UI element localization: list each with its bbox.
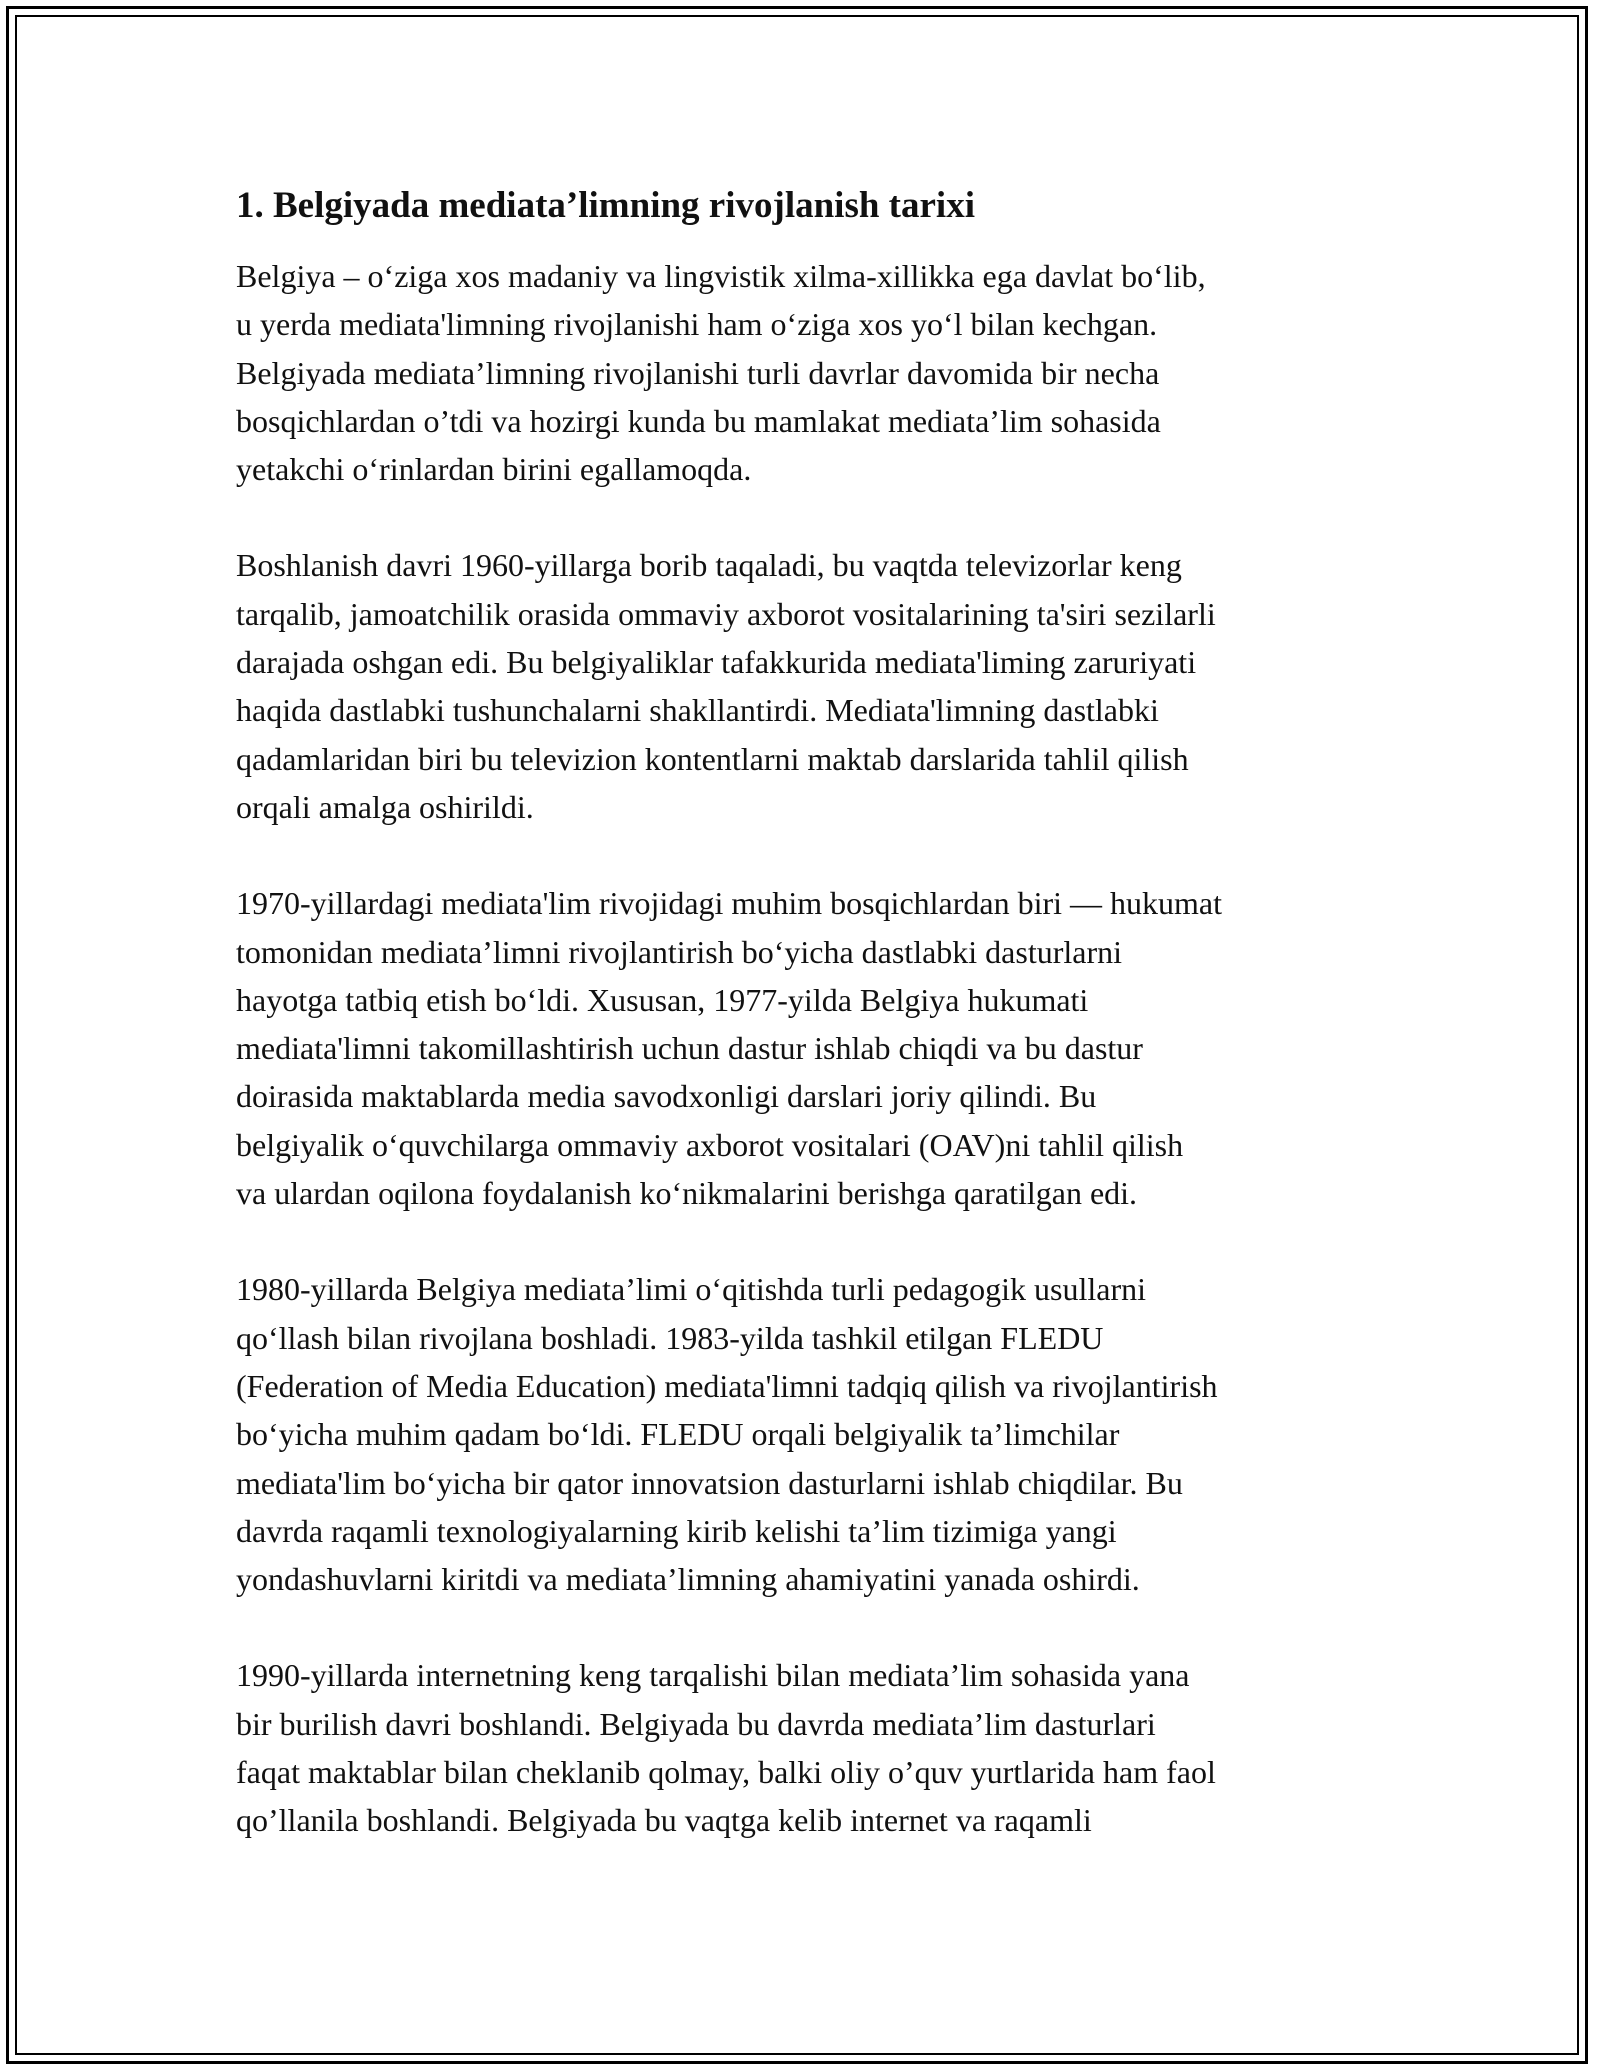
paragraph-intro: Belgiya – o‘ziga xos madaniy va lingvistik xilma-xillikka ega davlat bo‘lib, u yerda mediata'limning rivojlanishi ham o‘ziga xos yo‘l bilan kechgan. Belgiyada mediata’limning rivojlanishi turli davrlar davomida bir necha bosqichlardan o’tdi va hozirgi kunda bu mamlakat mediata’lim sohasida yetakchi o‘rinlardan birini egallamoqda. [236, 258, 1206, 488]
paragraph-1980s: 1980-yillarda Belgiya mediata’limi o‘qitishda turli pedagogik usullarni qo‘llash bilan rivojlana boshladi. 1983-yilda tashkil etilgan FLEDU (Federation of Media Education) mediata'limni tadqiq qilish va rivojlantirish bo‘yicha muhim qadam bo‘ldi. FLEDU orqali belgiyalik ta’limchilar mediata'lim bo‘yicha bir qator innovatsion dasturlarni ishlab chiqdilar. Bu davrda raqamli texnologiyalarning kirib kelishi ta’lim tizimiga yangi yondashuvlarni kiritdi va mediata’limning ahamiyatini yanada oshirdi. [236, 1271, 1218, 1598]
paragraph-1990s: 1990-yillarda internetning keng tarqalishi bilan mediata’lim sohasida yana bir burilish davri boshlandi. Belgiyada bu davrda mediata’lim dasturlari faqat maktablar bilan cheklanib qolmay, balki oliy o’quv yurtlarida ham faol qo’llanila boshlandi. Belgiyada bu vaqtga kelib internet va raqamli [236, 1657, 1216, 1839]
document-body [236, 182, 1386, 1893]
paragraph-1960s: Boshlanish davri 1960-yillarga borib taqaladi, bu vaqtda televizorlar keng tarqalib, jamoatchilik orasida ommaviy axborot vositalarining ta'siri sezilarli darajada oshgan edi. Bu belgiyaliklar tafakkurida mediata'liming zaruriyati haqida dastlabki tushunchalarni shakllantirdi. Mediata'limning dastlabki qadamlaridan biri bu televizion kontentlarni maktab darslarida tahlil qilish orqali amalga oshirildi. [236, 547, 1216, 825]
paragraph-1970s: 1970-yillardagi mediata'lim rivojidagi muhim bosqichlardan biri — hukumat tomonidan mediata’limni rivojlantirish bo‘yicha dastlabki dasturlarni hayotga tatbiq etish bo‘ldi. Xususan, 1977-yilda Belgiya hukumati mediata'limni takomillashtirish uchun dastur ishlab chiqdi va bu dastur doirasida maktablarda media savodxonligi darslari joriy qilindi. Bu belgiyalik o‘quvchilarga ommaviy axborot vositalari (OAV)ni tahlil qilish va ulardan oqilona foydalanish ko‘nikmalarini berishga qaratilgan edi. [236, 885, 1223, 1212]
section-heading: 1. Belgiyada mediata’limning rivojlanish tarixi [236, 185, 975, 226]
